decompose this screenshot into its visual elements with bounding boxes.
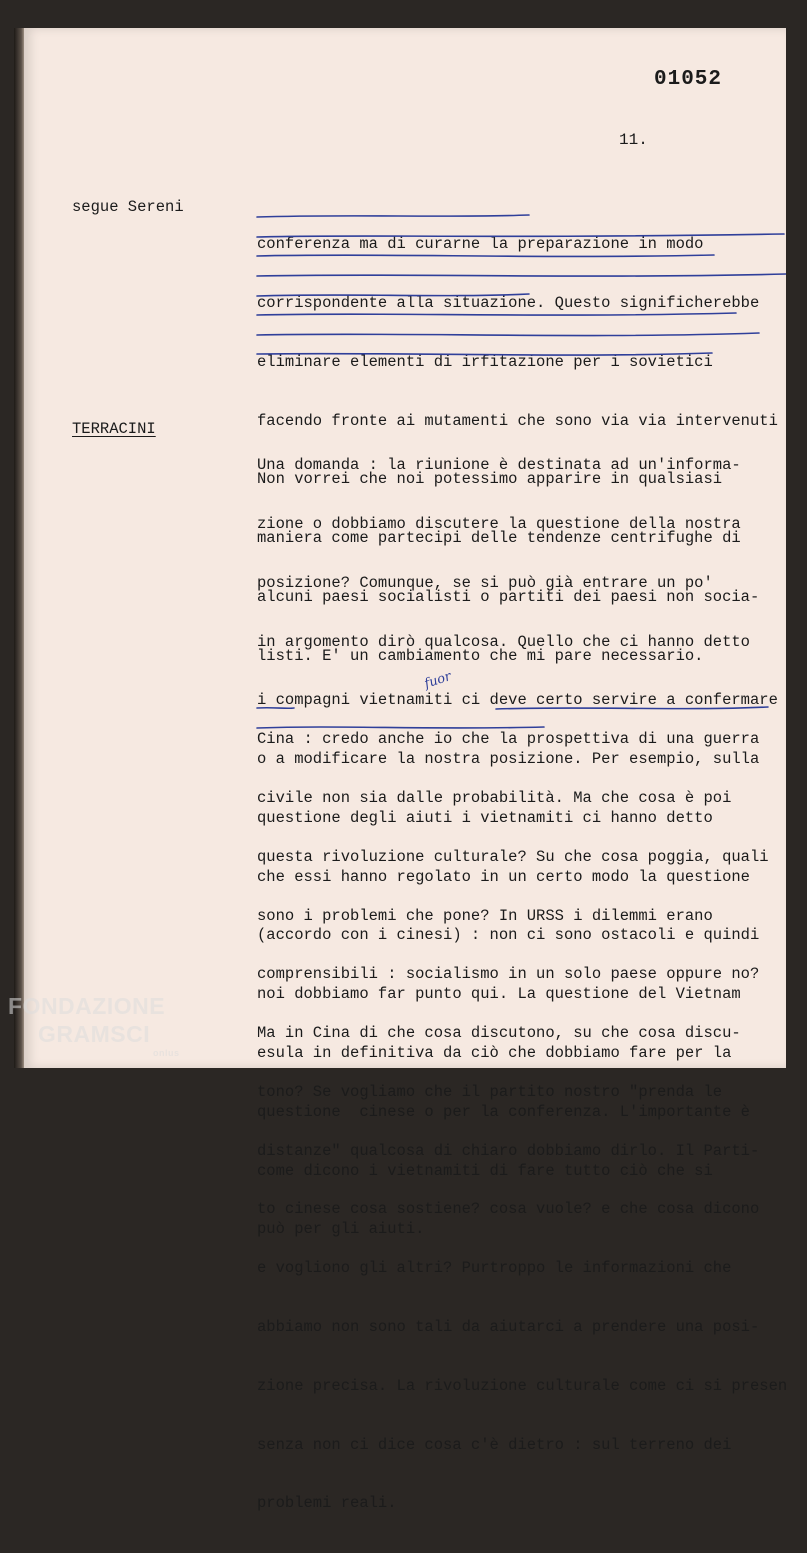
text-line: to cinese cosa sostiene? cosa vuole? e che cosa dicono [257, 1200, 760, 1219]
text-line: può per gli aiuti. [257, 1220, 425, 1239]
text-line: questa rivoluzione culturale? Su che cosa poggia, quali [257, 847, 769, 866]
watermark-line2: GRAMSCI [38, 1021, 151, 1047]
text-line: Non vorrei che noi potessimo apparire in qualsiasi [257, 470, 723, 489]
document-number: 01052 [654, 68, 723, 91]
document-page [24, 28, 788, 1513]
text-line: problemi reali. [257, 1494, 397, 1513]
text-line: comprensibili : socialismo in un solo paese oppure no? [257, 965, 760, 984]
watermark-line3: onlus [153, 1048, 180, 1058]
watermark-line1: FONDAZIONE [8, 993, 166, 1019]
speaker-terracini: TERRACINI [72, 420, 156, 438]
text-line: senza non ci dice cosa c'è dietro : sul terreno dei [257, 1435, 732, 1454]
text-line: Una domanda : la riunione è destinata ad un'informa- [257, 456, 741, 475]
terracini-paragraph-2 [257, 691, 787, 1553]
text-line: tono? Se vogliamo che il partito nostro "prenda le [257, 1082, 723, 1101]
text-line: zione precisa. La rivoluzione culturale come ci si presen [257, 1376, 788, 1395]
text-line: noi dobbiamo far punto qui. La questione del Vietnam [257, 985, 741, 1004]
text-line: come dicono i vietnamiti di fare tutto ciò che si [257, 1161, 713, 1180]
text-line: questione cinese o per la conferenza. L'importante è [257, 1102, 750, 1121]
text-line: civile non sia dalle probabilità. Ma che cosa è poi [257, 788, 732, 807]
text-line: e vogliono gli altri? Purtroppo le informazioni che [257, 1259, 732, 1278]
text-line: facendo fronte ai mutamenti che sono via via intervenuti [257, 411, 778, 430]
watermark-logo [8, 992, 180, 1058]
text-line: i compagni vietnamiti ci deve certo servire a confermare [257, 691, 778, 710]
text-line: che essi hanno regolato in un certo modo la questione [257, 867, 750, 886]
text-line: conferenza ma di curarne la preparazione in modo [257, 235, 704, 254]
text-line: posizione? Comunque, se si può già entrare un po' [257, 573, 713, 592]
text-line: in argomento dirò qualcosa. Quello che ci hanno detto [257, 632, 750, 651]
text-line: Ma in Cina di che cosa discutono, su che cosa discu- [257, 1024, 741, 1043]
speaker-sereni: segue Sereni [72, 198, 184, 216]
text-line: alcuni paesi socialisti o partiti dei paesi non socia- [257, 587, 760, 606]
text-line: zione o dobbiamo discutere la questione della nostra [257, 514, 741, 533]
text-line: corrispondente alla situazione. Questo significherebbe [257, 293, 760, 312]
text-line: esula in definitiva da ciò che dobbiamo fare per la [257, 1044, 732, 1062]
text-line: o a modificare la nostra posizione. Per esempio, sulla [257, 750, 760, 769]
handwritten-note: fuor [422, 669, 454, 692]
text-line: maniera come partecipi delle tendenze centrifughe di [257, 529, 741, 548]
text-line: (accordo con i cinesi) : non ci sono ostacoli e quindi [257, 926, 760, 945]
text-line: abbiamo non sono tali da aiutarci a prendere una posi- [257, 1318, 760, 1336]
text-line: eliminare elementi di irfitazione per i sovietici [257, 352, 713, 371]
page-number: 11. [619, 131, 648, 149]
text-line: distanze" qualcosa di chiaro dobbiamo dirlo. Il Parti- [257, 1141, 760, 1160]
text-line: Cina : credo anche io che la prospettiva di una guerra [257, 730, 760, 749]
text-line: questione degli aiuti i vietnamiti ci hanno detto [257, 808, 713, 827]
text-line: listi. E' un cambiamento che mi pare necessario. [257, 646, 704, 665]
text-line: sono i problemi che pone? In URSS i dilemmi erano [257, 906, 713, 925]
